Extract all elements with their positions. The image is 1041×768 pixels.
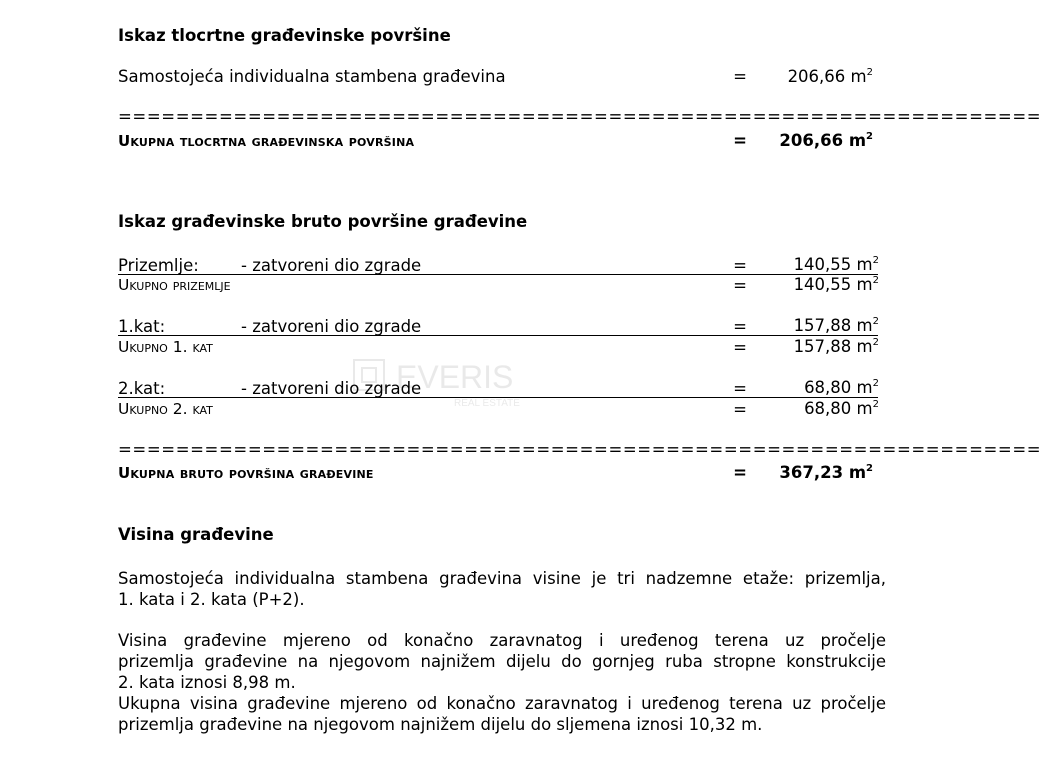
- total-label-tlocrtna: Ukupna tlocrtna građevinska površina: [118, 132, 415, 150]
- floor-value-1-kat: 157,88 $m^2$: [793, 316, 879, 335]
- floor-label-prizemlje: Prizemlje:: [118, 256, 199, 275]
- equals-sign: =: [733, 131, 747, 150]
- subtotal-label-prizemlje: Ukupno prizemlje: [118, 276, 231, 294]
- row-value-tlocrtna: 206,66 $m^2$: [787, 67, 873, 86]
- section-heading-visina: Visina građevine: [118, 525, 274, 544]
- separator-line: ================================================================: [118, 440, 1041, 459]
- floor-value-2-kat: 68,80 $m^2$: [804, 378, 879, 397]
- equals-sign: =: [733, 379, 747, 398]
- equals-sign: =: [733, 256, 747, 275]
- equals-sign: =: [733, 67, 747, 86]
- equals-sign: =: [733, 338, 747, 357]
- subtotal-value-prizemlje: 140,55 $m^2$: [793, 275, 879, 294]
- floor-desc-prizemlje: - zatvoreni dio zgrade: [241, 256, 422, 275]
- subtotal-label-2-kat: Ukupno 2. kat: [118, 400, 213, 418]
- underline-rule: [118, 274, 878, 275]
- subtotal-value-2-kat: 68,80 $m^2$: [804, 399, 879, 418]
- floor-value-prizemlje: 140,55 $m^2$: [793, 255, 879, 274]
- watermark-brand: EVERIS: [396, 359, 514, 395]
- total-label-bruto: Ukupna bruto površina građevine: [118, 464, 374, 482]
- total-value-tlocrtna: 206,66 $m^2$: [779, 131, 873, 150]
- subtotal-label-1-kat: Ukupno 1. kat: [118, 338, 213, 356]
- floor-label-2-kat: 2.kat:: [118, 379, 166, 398]
- paragraph-visina-3: Ukupna visina građevine mjereno od konačno zaravnatog i uređenog terena uz pročelje prizemlja građevine na njegovom najnižem dijelu do sljemena iznosi 10,32 m.: [118, 694, 886, 734]
- watermark-sub: REAL ESTATE: [454, 398, 520, 409]
- floor-desc-2-kat: - zatvoreni dio zgrade: [241, 379, 422, 398]
- separator-line: ================================================================: [118, 107, 1041, 126]
- equals-sign: =: [733, 400, 747, 419]
- section-heading-tlocrtna: Iskaz tlocrtne građevinske površine: [118, 26, 451, 45]
- section-heading-bruto: Iskaz građevinske bruto površine građevine: [118, 212, 528, 231]
- total-value-bruto: 367,23 $m^2$: [779, 463, 873, 482]
- floor-desc-1-kat: - zatvoreni dio zgrade: [241, 317, 422, 336]
- row-label-samostojeca: Samostojeća individualna stambena građevina: [118, 67, 506, 86]
- underline-rule: [118, 335, 878, 336]
- paragraph-visina-1: Samostojeća individualna stambena građevina visine je tri nadzemne etaže: prizemlja, 1. kata i 2. kata (P+2).: [118, 569, 886, 609]
- equals-sign: =: [733, 317, 747, 336]
- subtotal-value-1-kat: 157,88 $m^2$: [793, 337, 879, 356]
- equals-sign: =: [733, 463, 747, 482]
- floor-label-1-kat: 1.kat:: [118, 317, 166, 336]
- paragraph-visina-2: Visina građevine mjereno od konačno zaravnatog i uređenog terena uz pročelje prizemlja građevine na njegovom najnižem dijelu do gornjeg ruba stropne konstrukcije 2. kata iznosi 8,98 m.: [118, 631, 886, 692]
- equals-sign: =: [733, 276, 747, 295]
- underline-rule: [118, 397, 878, 398]
